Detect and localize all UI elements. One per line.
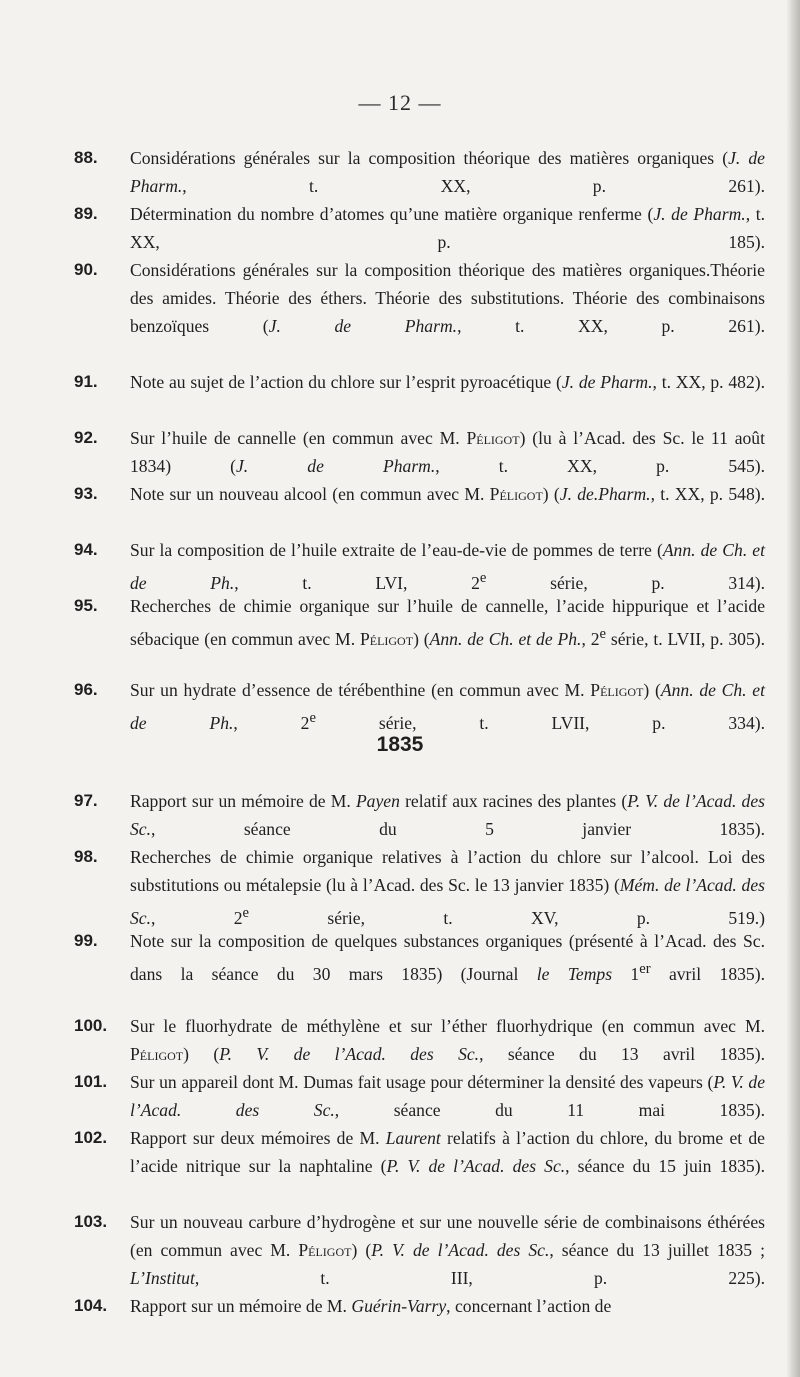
entry-text: Recherches de chimie organique sur l’huile de cannelle, l’acide hippurique et l’acide sébacique (en commun avec M. Péligot) (Ann. de Ch. et de Ph., 2e série, t. LVII, p. 305).	[130, 596, 766, 649]
entry-number: 104.	[74, 1296, 108, 1315]
entry-number: 99.	[74, 931, 98, 950]
entry-number: 96.	[74, 680, 98, 699]
entry-text: Sur un appareil dont M. Dumas fait usage pour déterminer la densité des vapeurs (P. V. de l’Acad. des Sc., séance du 11 mai 1835).	[130, 1072, 766, 1121]
entry-number: 93.	[74, 484, 98, 503]
entry-text: Note au sujet de l’action du chlore sur l’esprit pyroacétique (J. de Pharm., t. XX, p. 482).	[130, 372, 766, 392]
page-number: — 12 —	[358, 90, 442, 115]
entry-text: Recherches de chimie organique relatives à l’action du chlore sur l’alcool. Loi des substitutions ou métalepsie (lu à l’Acad. des Sc. le 13 janvier 1835) (Mém. de l’Acad. des Sc., 2e série, t. XV, p. 519.)	[130, 847, 765, 929]
entry-91	[75, 368, 765, 424]
entry-text: Note sur un nouveau alcool (en commun avec M. Péligot) (J. de.Pharm., t. XX, p. 548).	[130, 484, 765, 504]
entry-text: Rapport sur deux mémoires de M. Laurent relatifs à l’action du chlore, du brome et de l’acide nitrique sur la naphtaline (P. V. de l’Acad. des Sc., séance du 15 juin 1835).	[130, 1128, 765, 1177]
entry-text: Rapport sur un mémoire de M. Payen relatif aux racines des plantes (P. V. de l’Acad. des Sc., séance du 5 janvier 1835).	[130, 791, 766, 840]
entry-number: 88.	[74, 148, 98, 167]
entry-99	[75, 927, 765, 1016]
entry-number: 90.	[74, 260, 98, 279]
entry-text: Note sur la composition de quelques substances organiques (présenté à l’Acad. des Sc. dans la séance du 30 mars 1835) (Journal le Temps 1er avril 1835).	[130, 931, 765, 984]
entry-93	[75, 480, 765, 536]
entry-number: 92.	[74, 428, 98, 447]
entry-number: 102.	[74, 1128, 108, 1147]
page-edge-shadow	[786, 0, 800, 1377]
entry-text: Considérations générales sur la composition théorique des matières organiques (J. de Pharm., t. XX, p. 261).	[130, 148, 765, 197]
entry-text: Rapport sur un mémoire de M. Guérin-Varry, concernant l’action de	[130, 1296, 612, 1316]
entry-95	[75, 592, 765, 681]
entry-text: Sur l’huile de cannelle (en commun avec M. Péligot) (lu à l’Acad. des Sc. le 11 août 1834) (J. de Pharm., t. XX, p. 545).	[130, 428, 765, 477]
entry-number: 91.	[74, 372, 98, 391]
entry-text: Sur le fluorhydrate de méthylène et sur l’éther fluorhydrique (en commun avec M. Péligot) (P. V. de l’Acad. des Sc., séance du 13 avril 1835).	[130, 1016, 765, 1065]
entry-number: 98.	[74, 847, 98, 866]
entry-text: Sur la composition de l’huile extraite de l’eau-de-vie de pommes de terre (Ann. de Ch. et de Ph., t. LVI, 2e série, p. 314).	[130, 540, 766, 593]
entry-number: 89.	[74, 204, 98, 223]
entry-number: 103.	[74, 1212, 108, 1231]
entry-number: 100.	[74, 1016, 108, 1035]
entry-text: Détermination du nombre d’atomes qu’une matière organique renferme (J. de Pharm., t. XX, p. 185).	[130, 204, 765, 253]
entry-number: 101.	[74, 1072, 108, 1091]
entry-text: Considérations générales sur la composition théorique des matières organiques.Théorie des amides. Théorie des éthers. Théorie des substitutions. Théorie des combinaisons benzoïques (J. de Pharm., t. XX, p. 261).	[130, 260, 765, 337]
entry-90	[75, 256, 765, 368]
entry-102	[75, 1124, 765, 1208]
entry-number: 94.	[74, 540, 98, 559]
entry-number: 97.	[74, 791, 98, 810]
entry-text: Sur un nouveau carbure d’hydrogène et sur une nouvelle série de combinaisons éthérées (en commun avec M. Péligot) (P. V. de l’Acad. des Sc., séance du 13 juillet 1835 ; L’Institut, t. III, p. 225).	[130, 1212, 765, 1289]
entry-text: Sur un hydrate d’essence de térébenthine (en commun avec M. Péligot) (Ann. de Ch. et de Ph., 2e série, t. LVII, p. 334).	[130, 680, 766, 733]
year-heading: 1835	[376, 733, 424, 756]
entry-number: 95.	[74, 596, 98, 615]
entry-104	[75, 1292, 765, 1320]
